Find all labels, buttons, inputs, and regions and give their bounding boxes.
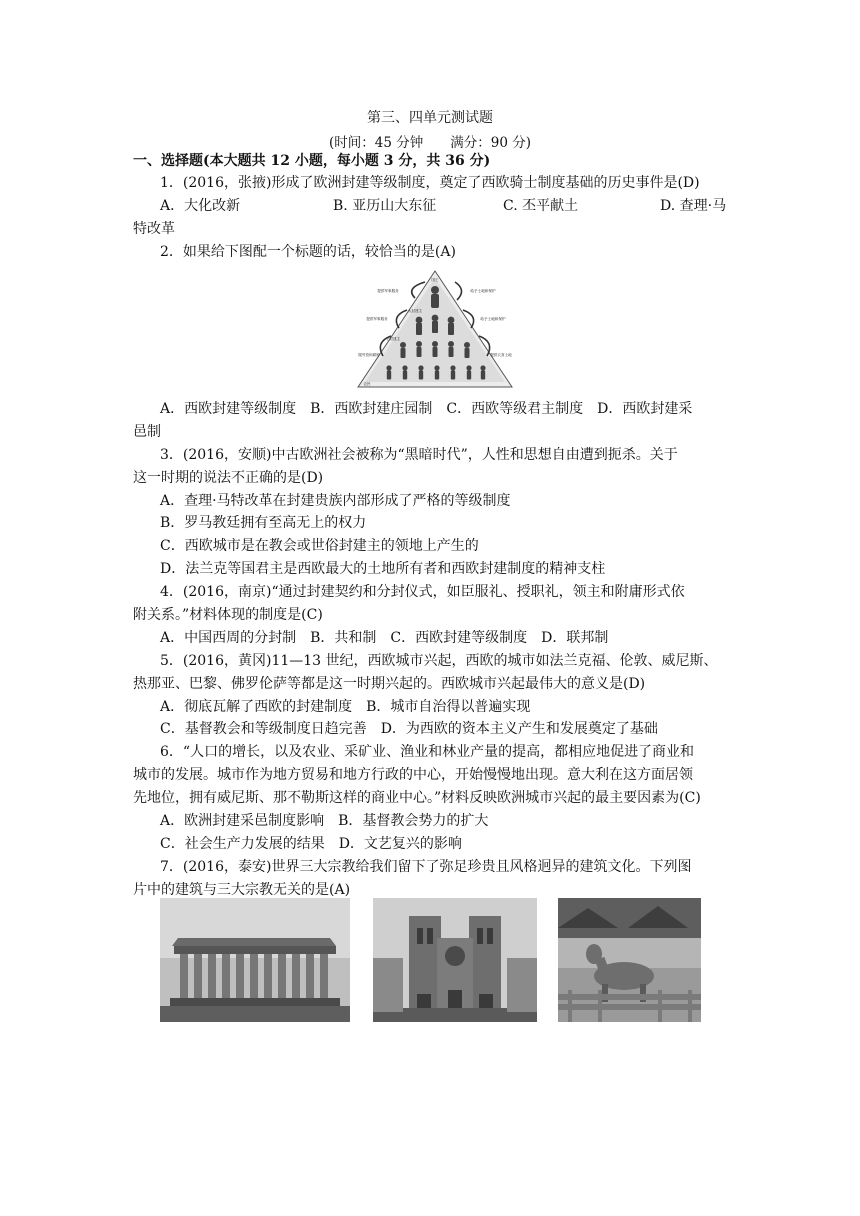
diagram-label-king: 国王 (431, 278, 439, 282)
question-6-line-2: 城市的发展。城市作为地方贸易和地方行政的中心，开始慢慢地出现。意大利在这方面居领 (133, 767, 693, 783)
question-7-line-2: 片中的建筑与三大宗教无关的是(A) (133, 882, 351, 898)
q1-option-d: D. 查理·马 (660, 198, 727, 214)
q6-options-cd: C．社会生产力发展的结果 D．文艺复兴的影响 (160, 836, 462, 852)
question-6-line-1: 6．“人口的增长，以及农业、采矿业、渔业和林业产量的提高，都相应地促进了商业和 (160, 744, 695, 760)
diagram-label-l3: 服劳役和耕种 (358, 353, 380, 357)
q4-options: A．中国西周的分封制 B．共和制 C．西欧封建等级制度 D．联邦制 (160, 630, 609, 646)
question-6-line-3: 先地位，拥有威尼斯、那不勒斯这样的商业中心。”材料反映欧洲城市兴起的最主要因素为(C) (133, 790, 701, 806)
diagram-label-l2: 提供军事服务 (366, 317, 388, 321)
q5-options-ab: A．彻底瓦解了西欧的封建制度 B．城市自治得以普遍实现 (160, 699, 531, 715)
question-7-line-1: 7．(2016，泰安)世界三大宗教给我们留下了弥足珍贵且风格迥异的建筑文化。下列图 (160, 859, 692, 875)
question-3-stem: 3．(2016，安顺)中古欧洲社会被称为“黑暗时代”，人性和思想自由遭到扼杀。关于 (160, 447, 678, 463)
diagram-label-great-lord: 大封建主 (407, 309, 423, 313)
q5-options-cd: C．基督教会和等级制度日趋完善 D．为西欧的资本主义产生和发展奠定了基础 (160, 721, 658, 737)
question-5-stem-cont: 热那亚、巴黎、佛罗伦萨等都是这一时期兴起的。西欧城市兴起最伟大的意义是(D) (133, 676, 646, 692)
q3-option-c: C．西欧城市是在教会或世俗封建主的领地上产生的 (160, 538, 479, 554)
photo-parthenon (160, 898, 350, 1022)
page-subtitle: (时间：45 分钟 满分：90 分) (329, 135, 531, 151)
question-2-stem: 2．如果给下图配一个标题的话，较恰当的是(A) (160, 244, 456, 260)
q6-options-ab: A．欧洲封建采邑制度影响 B．基督教会势力的扩大 (160, 813, 489, 829)
question-4-stem: 4．(2016，南京)“通过封建契约和分封仪式，如臣服礼、授职礼，领主和附庸形式依 (160, 584, 685, 600)
question-4-stem-cont: 附关系。”材料体现的制度是(C) (133, 607, 323, 623)
q1-option-b: B. 亚历山大东征 (333, 198, 437, 214)
diagram-label-small-lord: 小封建主 (385, 337, 401, 341)
diagram-label-l1: 提供军事服务 (377, 289, 399, 293)
question-1-stem: 1．(2016，张掖)形成了欧洲封建等级制度，奠定了西欧骑士制度基础的历史事件是(D) (160, 175, 700, 191)
diagram-label-r2: 给予土地和保护 (480, 317, 506, 321)
q2-options: A．西欧封建等级制度 B．西欧封建庄园制 C．西欧等级君主制度 D．西欧封建采 (160, 401, 693, 417)
page-title: 第三、四单元测试题 (367, 110, 493, 126)
diagram-label-r1: 给予土地和保护 (470, 289, 496, 293)
section-heading: 一、选择题(本大题共 12 小题，每小题 3 分，共 36 分) (133, 153, 491, 169)
q2-options-cont: 邑制 (133, 424, 161, 440)
diagram-label-r3: 提供衣食土地 (490, 353, 512, 357)
q1-option-d-cont: 特改革 (133, 221, 175, 237)
photo-cathedral (373, 898, 537, 1022)
q3-option-d: D．法兰克等国君主是西欧最大的土地所有者和西欧封建制度的精神支柱 (160, 561, 606, 577)
q3-option-a: A．查理·马特改革在封建贵族内部形成了严格的等级制度 (160, 493, 511, 509)
diagram-label-peasant: 农民 (363, 382, 371, 386)
q1-option-a: A．大化改新 (160, 198, 241, 214)
feudal-pyramid-diagram (355, 268, 515, 390)
q3-option-b: B．罗马教廷拥有至高无上的权力 (160, 515, 367, 531)
question-3-stem-cont: 这一时期的说法不正确的是(D) (133, 470, 324, 486)
question-5-stem: 5．(2016，黄冈)11—13 世纪，西欧城市兴起，西欧的城市如法兰克福、伦敦、威尼斯、 (160, 653, 718, 669)
q1-option-c: C. 丕平献土 (503, 198, 579, 214)
photo-stone-horse (558, 898, 701, 1022)
